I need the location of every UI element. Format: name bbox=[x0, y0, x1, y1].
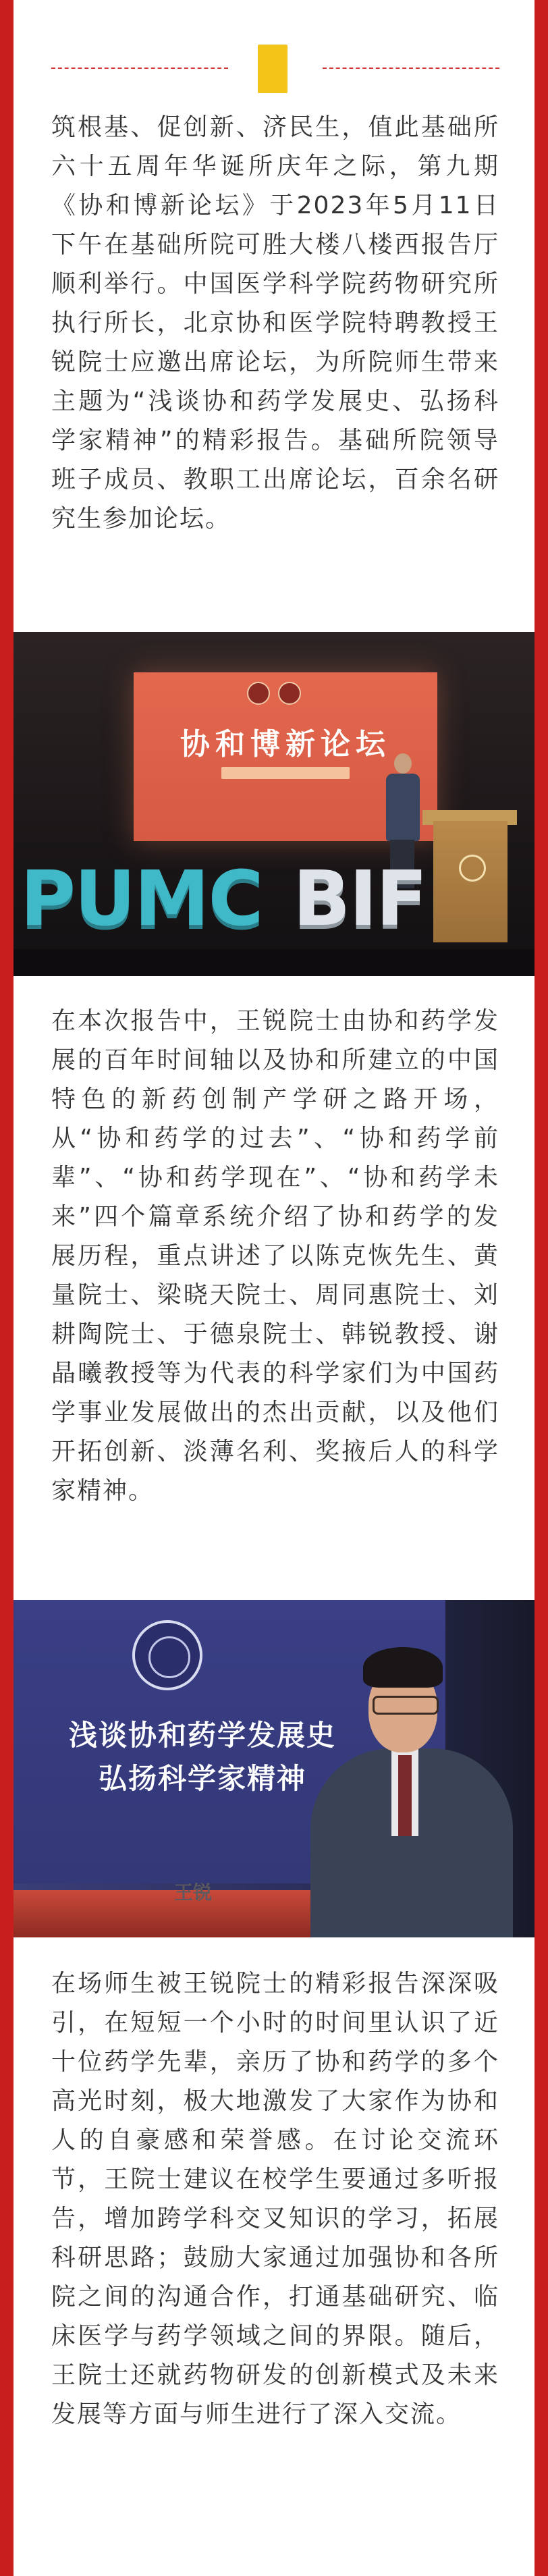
screen-title: 协和博新论坛 bbox=[180, 727, 391, 761]
institute-seal-icon bbox=[278, 682, 301, 705]
pumc-letters: PUMC bbox=[20, 855, 263, 943]
screen-subtitle-bar bbox=[221, 767, 350, 779]
discussion-paragraph: 在场师生被王锐院士的精彩报告深深吸引，在短短一个小时的时间里认识了近十位药学先辈，亲历了协和药学的多个高光时刻，极大地激发了大家作为协和人的自豪感和荣誉感。在讨论交流环节，王院士建议在校学生要通过多听报告，增加跨学科交叉知识的学习，拓展科研思路；鼓励大家通过加强协和各所院之间的沟通合作，打通基础研究、临床医学与药学领域之间的界限。随后，王院士还就药物研发的创新模式及未来发展等方面与师生进行了深入交流。 bbox=[51, 1970, 499, 2428]
institute-logo-icon bbox=[132, 1620, 202, 1690]
slide-title-line1: 浅谈协和药学发展史 bbox=[68, 1719, 336, 1752]
report-paragraph: 在本次报告中，王锐院士由协和药学发展的百年时间轴以及协和所建立的中国特色的新药创制产学研之路开场，从“协和药学的过去”、“协和药学前辈”、“协和药学现在”、“协和药学未来”四个篇章系统介绍了协和药学的发展历程，重点讲述了以陈克恢先生、黄量院士、梁晓天院士、周同惠院士、刘耕陶院士、于德泉院士、韩锐教授、谢晶曦教授等为代表的科学家们为中国药学事业发展做出的杰出贡献，以及他们开拓创新、淡薄名利、奖掖后人的科学家精神。 bbox=[51, 1007, 499, 1505]
slide-title-line2: 弘扬科学家精神 bbox=[98, 1762, 306, 1795]
forum-stage-photo bbox=[13, 632, 535, 976]
article-page bbox=[13, 0, 535, 2576]
podium-seal-icon bbox=[459, 855, 486, 882]
stage-floor bbox=[13, 949, 535, 976]
speaker-photo bbox=[13, 1600, 535, 1937]
divider-accent-square bbox=[258, 45, 287, 93]
pumc-seal-icon bbox=[247, 682, 270, 705]
intro-paragraph: 筑根基、促创新、济民生，值此基础所六十五周年华诞所庆年之际，第九期《协和博新论坛》于2023年5月11日下午在基础所院可胜大楼八楼西报告厅顺利举行。中国医学科学院药物研究所执行所长，北京协和医学院特聘教授王锐院士应邀出席论坛，为所院师生带来主题为“浅谈协和药学发展史、弘扬科学家精神”的精彩报告。基础所院领导班子成员、教职工出席论坛，百余名研究生参加论坛。 bbox=[51, 113, 499, 533]
podium bbox=[433, 821, 508, 942]
desk-nameplate: 王锐 bbox=[174, 1881, 213, 1904]
bif-letters: BIF bbox=[293, 855, 427, 943]
speaker-figure bbox=[297, 1647, 533, 1937]
divider-line-left bbox=[51, 68, 228, 69]
divider-line-right bbox=[323, 68, 499, 69]
